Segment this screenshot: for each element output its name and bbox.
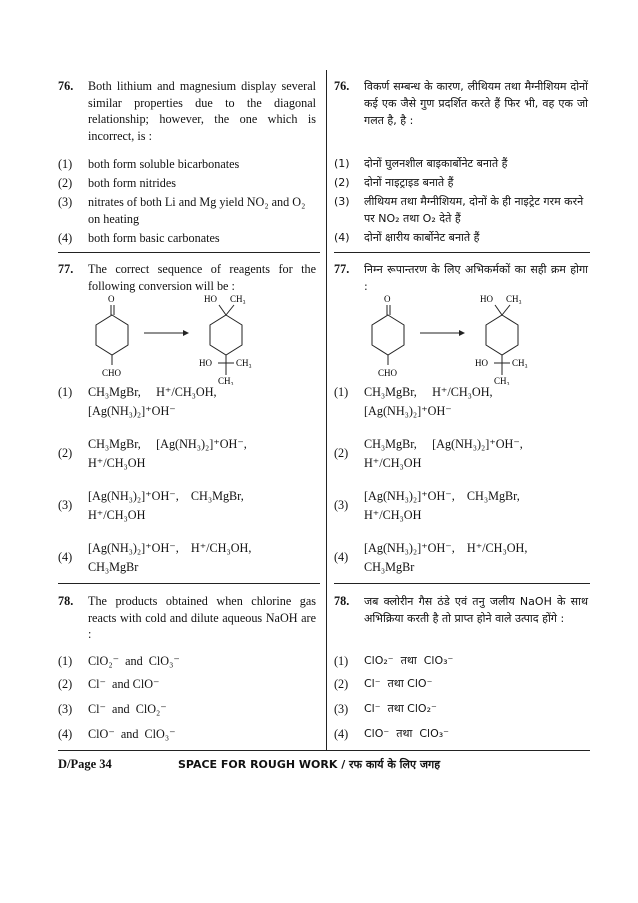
ch3-label-top: CH₃: [230, 294, 246, 304]
question-77-hi: [334, 261, 590, 297]
product-ring: [486, 315, 518, 355]
question-76: [58, 78, 320, 143]
oxygen-label: O: [384, 294, 391, 304]
question-text: The products obtained when chlorine gas reacts with cold and dilute aqueous NaOH are :: [88, 594, 316, 641]
question-number: 77.: [58, 262, 74, 276]
question-text: जब क्लोरीन गैस ठंडे एवं तनु जलीय NaOH के साथ अभिक्रिया करती है तो प्राप्त होने वाले उत्पाद होंगे :: [364, 595, 588, 625]
ch3-label-right: CH₃: [236, 358, 252, 368]
ch3-label-bottom: CH₃: [494, 376, 510, 385]
question-77: [58, 261, 320, 297]
rough-work-note: SPACE FOR ROUGH WORK / रफ कार्य के लिए जगह: [178, 758, 441, 771]
cho-label: CHO: [378, 368, 398, 378]
question-text: विकर्ण सम्बन्ध के कारण, लीथियम तथा मैग्नीशियम दोनों कई एक जैसे गुण प्रदर्शित करते हैं फिर भी, वह एक जो गलत है, है :: [364, 80, 588, 127]
ho-label-top: HO: [204, 294, 217, 304]
separator-right-78: [334, 583, 590, 584]
ho-label-bottom: HO: [475, 358, 488, 368]
ch3-label-top: CH₃: [506, 294, 522, 304]
question-number: 77.: [334, 262, 350, 276]
ch3-label-right: CH₃: [512, 358, 528, 368]
ch3-label-bottom: CH₃: [218, 376, 234, 385]
ho-label-bottom: HO: [199, 358, 212, 368]
question-number: 76.: [334, 79, 350, 93]
separator-left-77: [58, 252, 320, 253]
footer-rule: [58, 750, 590, 751]
oxygen-label: O: [108, 294, 115, 304]
question-number: 76.: [58, 79, 74, 93]
exam-page: 76. Both lithium and magnesium display several similar properties due to the diagonal relationship; however, the one which is incorrect, is : (1) both form soluble bicarbonates (2) both form nitrides (3) nitrates of both Li and Mg yield NO₂ and O₂ on heating (4) both form basic carbonates 77. The correct sequence of reagents for the following conversion will be : O CHO HO CH₃ HO CH₃ CH₃ (1) CH₃MgBr, H⁺/CH₃OH, [Ag(NH₃)₂]⁺OH⁻ (2) CH₃MgBr, [Ag(NH₃)₂]⁺OH⁻, H⁺/CH₃OH (3) [Ag(NH₃)₂]⁺OH⁻, CH₃MgBr, H⁺/CH₃OH (4) [Ag(NH₃)₂]⁺OH⁻, H⁺/CH₃OH, CH₃MgBr 78. The products obtained when chlorine gas reacts with cold and dilute aqueous NaOH are : (1) ClO₂⁻ and ClO₃⁻ (2) Cl⁻ and ClO⁻ (3) Cl⁻ and ClO₂⁻ (4) ClO⁻ and ClO₃⁻ 76. विकर्ण सम्बन्ध के कारण, लीथियम तथा मैग्नीशियम दोनों कई एक जैसे गुण प्रदर्शित करते हैं फिर भी, वह एक जो गलत है, है : (1) दोनों घुलनशील बाइकार्बोनेट बनाते हैं (2) दोनों नाइट्राइड बनाते हैं (3) लीथियम तथा मैग्नीशियम, दोनों के ही नाइट्रेट गरम करने पर NO₂ तथा O₂ देते हैं (4) दोनों क्षारीय कार्बोनेट बनाते हैं 77. निम्न रूपान्तरण के लिए अभिकर्मकों का सही क्रम होगा : O CHO HO CH₃ HO CH₃ CH₃ (1) CH₃MgBr, H⁺/CH₃OH, [Ag(NH₃)₂]⁺OH⁻ (2) CH₃MgBr, [Ag(NH₃)₂]⁺OH⁻, H⁺/CH₃OH (3) [Ag(NH₃)₂]⁺OH⁻, CH₃MgBr, H⁺/CH₃OH (4) [Ag(NH₃)₂]⁺OH⁻, H⁺/CH₃OH, CH₃MgBr 78. जब क्लोरीन गैस ठंडे एवं तनु जलीय NaOH के साथ अभिक्रिया करती है तो प्राप्त होने वाले उत्पाद होंगे : (1) ClO₂⁻ तथा ClO₃⁻ (2) Cl⁻ तथा ClO⁻ (3) Cl⁻ तथा ClO₂⁻ (4) ClO⁻ तथा ClO₃⁻ D/Page 34 SPACE FOR ROUGH WORK / रफ कार्य के लिए जगह: [0, 0, 638, 903]
question-number: 78.: [334, 594, 350, 608]
column-divider: [326, 70, 327, 750]
product-ring: [210, 315, 242, 355]
page-number: D/Page 34: [58, 757, 112, 771]
cyclohexanone-ring: [96, 315, 128, 355]
conversion-diagram-left: [86, 293, 256, 385]
question-78-hi: [334, 593, 590, 633]
question-text: The correct sequence of reagents for the following conversion will be :: [88, 262, 316, 293]
question-text: Both lithium and magnesium display several similar properties due to the diagonal relationship; however, the one which is incorrect, is :: [88, 79, 316, 143]
question-78: [58, 593, 320, 645]
ho-label-top: HO: [480, 294, 493, 304]
cho-label: CHO: [102, 368, 122, 378]
cyclohexanone-ring: [372, 315, 404, 355]
question-text: निम्न रूपान्तरण के लिए अभिकर्मकों का सही क्रम होगा :: [364, 263, 588, 293]
separator-left-78: [58, 583, 320, 584]
conversion-diagram-right: [362, 293, 532, 385]
question-number: 78.: [58, 594, 74, 608]
separator-right-77: [334, 252, 590, 253]
question-76-hi: [334, 78, 590, 138]
